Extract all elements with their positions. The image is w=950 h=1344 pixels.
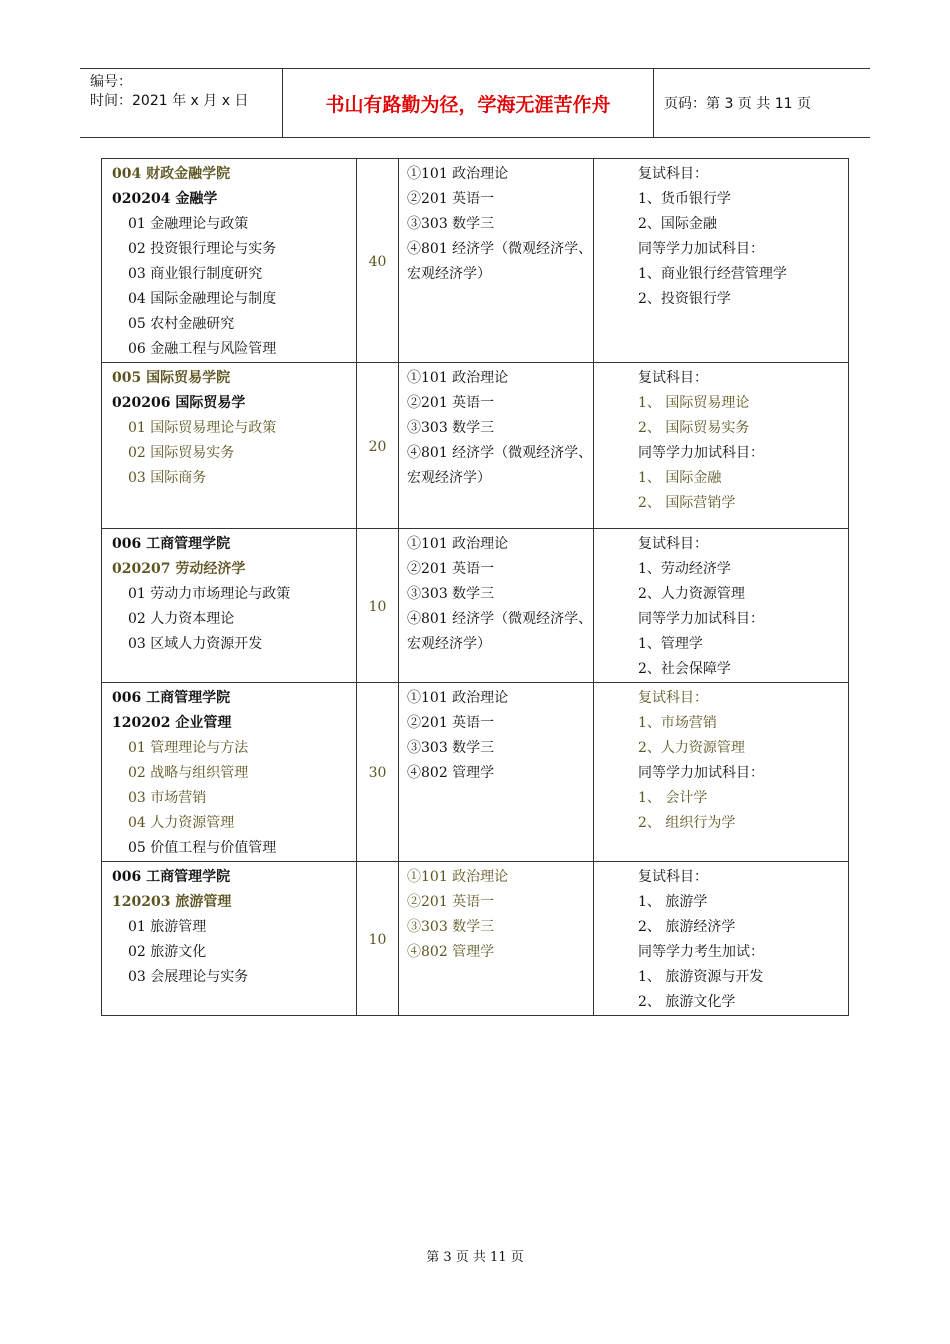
direction-item: 01 管理理论与方法 xyxy=(128,740,249,756)
retest-item: 1、劳动经济学 xyxy=(638,561,731,577)
college-name: 005 国际贸易学院 xyxy=(112,370,231,386)
extra-item: 2、社会保障学 xyxy=(638,661,731,677)
exam-item: ①101 政治理论 xyxy=(407,690,509,706)
exam-item: ②201 英语一 xyxy=(407,894,495,910)
quota-cell: 20 xyxy=(357,363,399,529)
program-cell xyxy=(102,159,357,363)
exam-item: ③303 数学三 xyxy=(407,216,495,232)
table-row xyxy=(102,529,849,683)
retest-cell xyxy=(594,159,849,363)
admissions-table xyxy=(101,158,849,1016)
direction-item: 03 会展理论与实务 xyxy=(128,969,249,985)
program-cell xyxy=(102,363,357,529)
header-motto: 书山有路勤为径，学海无涯苦作舟 xyxy=(325,93,611,116)
program-cell xyxy=(102,862,357,1016)
retest-title: 复试科目： xyxy=(638,166,708,182)
retest-item: 1、 国际贸易理论 xyxy=(638,395,750,411)
page-header xyxy=(80,68,870,138)
college-name: 006 工商管理学院 xyxy=(112,536,231,552)
major-name: 120203 旅游管理 xyxy=(112,894,232,910)
exam-item: ②201 英语一 xyxy=(407,395,495,411)
time-label: 时间：2021 年 x 月 x 日 xyxy=(90,93,249,109)
exam-item: ③303 数学三 xyxy=(407,586,495,602)
direction-item: 02 人力资本理论 xyxy=(128,611,235,627)
retest-title: 复试科目： xyxy=(638,869,708,885)
direction-item: 02 旅游文化 xyxy=(128,944,207,960)
direction-item: 05 价值工程与价值管理 xyxy=(128,840,277,856)
retest-cell xyxy=(594,862,849,1016)
exam-item: ④802 管理学 xyxy=(407,944,495,960)
extra-title: 同等学力考生加试： xyxy=(638,944,764,960)
quota-cell: 30 xyxy=(357,683,399,862)
exam-item: ②201 英语一 xyxy=(407,561,495,577)
header-meta xyxy=(80,69,282,137)
exam-cell xyxy=(399,683,594,862)
retest-item: 2、国际金融 xyxy=(638,216,717,232)
extra-item: 2、投资银行学 xyxy=(638,291,731,307)
college-name: 006 工商管理学院 xyxy=(112,869,231,885)
direction-item: 01 金融理论与政策 xyxy=(128,216,249,232)
retest-item: 1、货币银行学 xyxy=(638,191,731,207)
exam-cell xyxy=(399,159,594,363)
extra-title: 同等学力加试科目： xyxy=(638,765,764,781)
direction-item: 04 人力资源管理 xyxy=(128,815,235,831)
exam-item: ①101 政治理论 xyxy=(407,166,509,182)
table-row xyxy=(102,862,849,1016)
retest-item: 1、市场营销 xyxy=(638,715,717,731)
retest-title: 复试科目： xyxy=(638,536,708,552)
direction-item: 04 国际金融理论与制度 xyxy=(128,291,277,307)
retest-item: 1、 旅游学 xyxy=(638,894,708,910)
exam-item: ③303 数学三 xyxy=(407,740,495,756)
direction-item: 02 国际贸易实务 xyxy=(128,445,235,461)
exam-item: ④801 经济学（微观经济学、宏观经济学） xyxy=(407,445,593,486)
exam-cell xyxy=(399,529,594,683)
quota-cell: 10 xyxy=(357,862,399,1016)
exam-item: ①101 政治理论 xyxy=(407,370,509,386)
direction-item: 06 金融工程与风险管理 xyxy=(128,341,277,357)
extra-item: 1、商业银行经营管理学 xyxy=(638,266,787,282)
retest-cell xyxy=(594,363,849,529)
college-name: 006 工商管理学院 xyxy=(112,690,231,706)
exam-item: ①101 政治理论 xyxy=(407,869,509,885)
direction-item: 03 商业银行制度研究 xyxy=(128,266,263,282)
page-footer: 第 3 页 共 11 页 xyxy=(426,1250,524,1265)
retest-cell xyxy=(594,529,849,683)
extra-item: 2、 国际营销学 xyxy=(638,495,736,511)
table-row xyxy=(102,683,849,862)
extra-item: 1、管理学 xyxy=(638,636,703,652)
extra-item: 1、 旅游资源与开发 xyxy=(638,969,764,985)
college-name: 004 财政金融学院 xyxy=(112,166,231,182)
exam-item: ④801 经济学（微观经济学、宏观经济学） xyxy=(407,611,593,652)
exam-item: ④802 管理学 xyxy=(407,765,495,781)
program-cell xyxy=(102,529,357,683)
major-name: 120202 企业管理 xyxy=(112,715,232,731)
direction-item: 03 市场营销 xyxy=(128,790,207,806)
exam-item: ①101 政治理论 xyxy=(407,536,509,552)
direction-item: 03 国际商务 xyxy=(128,470,207,486)
major-name: 020206 国际贸易学 xyxy=(112,395,246,411)
extra-title: 同等学力加试科目： xyxy=(638,611,764,627)
direction-item: 02 投资银行理论与实务 xyxy=(128,241,277,257)
quota-cell: 10 xyxy=(357,529,399,683)
number-label: 编号： xyxy=(90,74,132,90)
retest-title: 复试科目： xyxy=(638,690,708,706)
exam-cell xyxy=(399,862,594,1016)
retest-item: 2、人力资源管理 xyxy=(638,586,745,602)
table-row xyxy=(102,363,849,529)
exam-cell xyxy=(399,363,594,529)
exam-item: ④801 经济学（微观经济学、宏观经济学） xyxy=(407,241,593,282)
extra-item: 2、 组织行为学 xyxy=(638,815,736,831)
retest-item: 2、 国际贸易实务 xyxy=(638,420,750,436)
extra-title: 同等学力加试科目： xyxy=(638,241,764,257)
direction-item: 05 农村金融研究 xyxy=(128,316,235,332)
exam-item: ③303 数学三 xyxy=(407,420,495,436)
retest-cell xyxy=(594,683,849,862)
direction-item: 02 战略与组织管理 xyxy=(128,765,249,781)
table-row xyxy=(102,159,849,363)
retest-item: 2、人力资源管理 xyxy=(638,740,745,756)
retest-item: 2、 旅游经济学 xyxy=(638,919,736,935)
exam-item: ②201 英语一 xyxy=(407,191,495,207)
extra-title: 同等学力加试科目： xyxy=(638,445,764,461)
quota-cell: 40 xyxy=(357,159,399,363)
direction-item: 01 劳动力市场理论与政策 xyxy=(128,586,291,602)
header-page-info: 页码：第 3 页 共 11 页 xyxy=(664,96,811,112)
direction-item: 03 区域人力资源开发 xyxy=(128,636,263,652)
direction-item: 01 国际贸易理论与政策 xyxy=(128,420,277,436)
extra-item: 2、 旅游文化学 xyxy=(638,994,736,1010)
exam-item: ②201 英语一 xyxy=(407,715,495,731)
exam-item: ③303 数学三 xyxy=(407,919,495,935)
extra-item: 1、 国际金融 xyxy=(638,470,722,486)
major-name: 020204 金融学 xyxy=(112,191,218,207)
program-cell xyxy=(102,683,357,862)
retest-title: 复试科目： xyxy=(638,370,708,386)
major-name: 020207 劳动经济学 xyxy=(112,561,246,577)
extra-item: 1、 会计学 xyxy=(638,790,708,806)
direction-item: 01 旅游管理 xyxy=(128,919,207,935)
